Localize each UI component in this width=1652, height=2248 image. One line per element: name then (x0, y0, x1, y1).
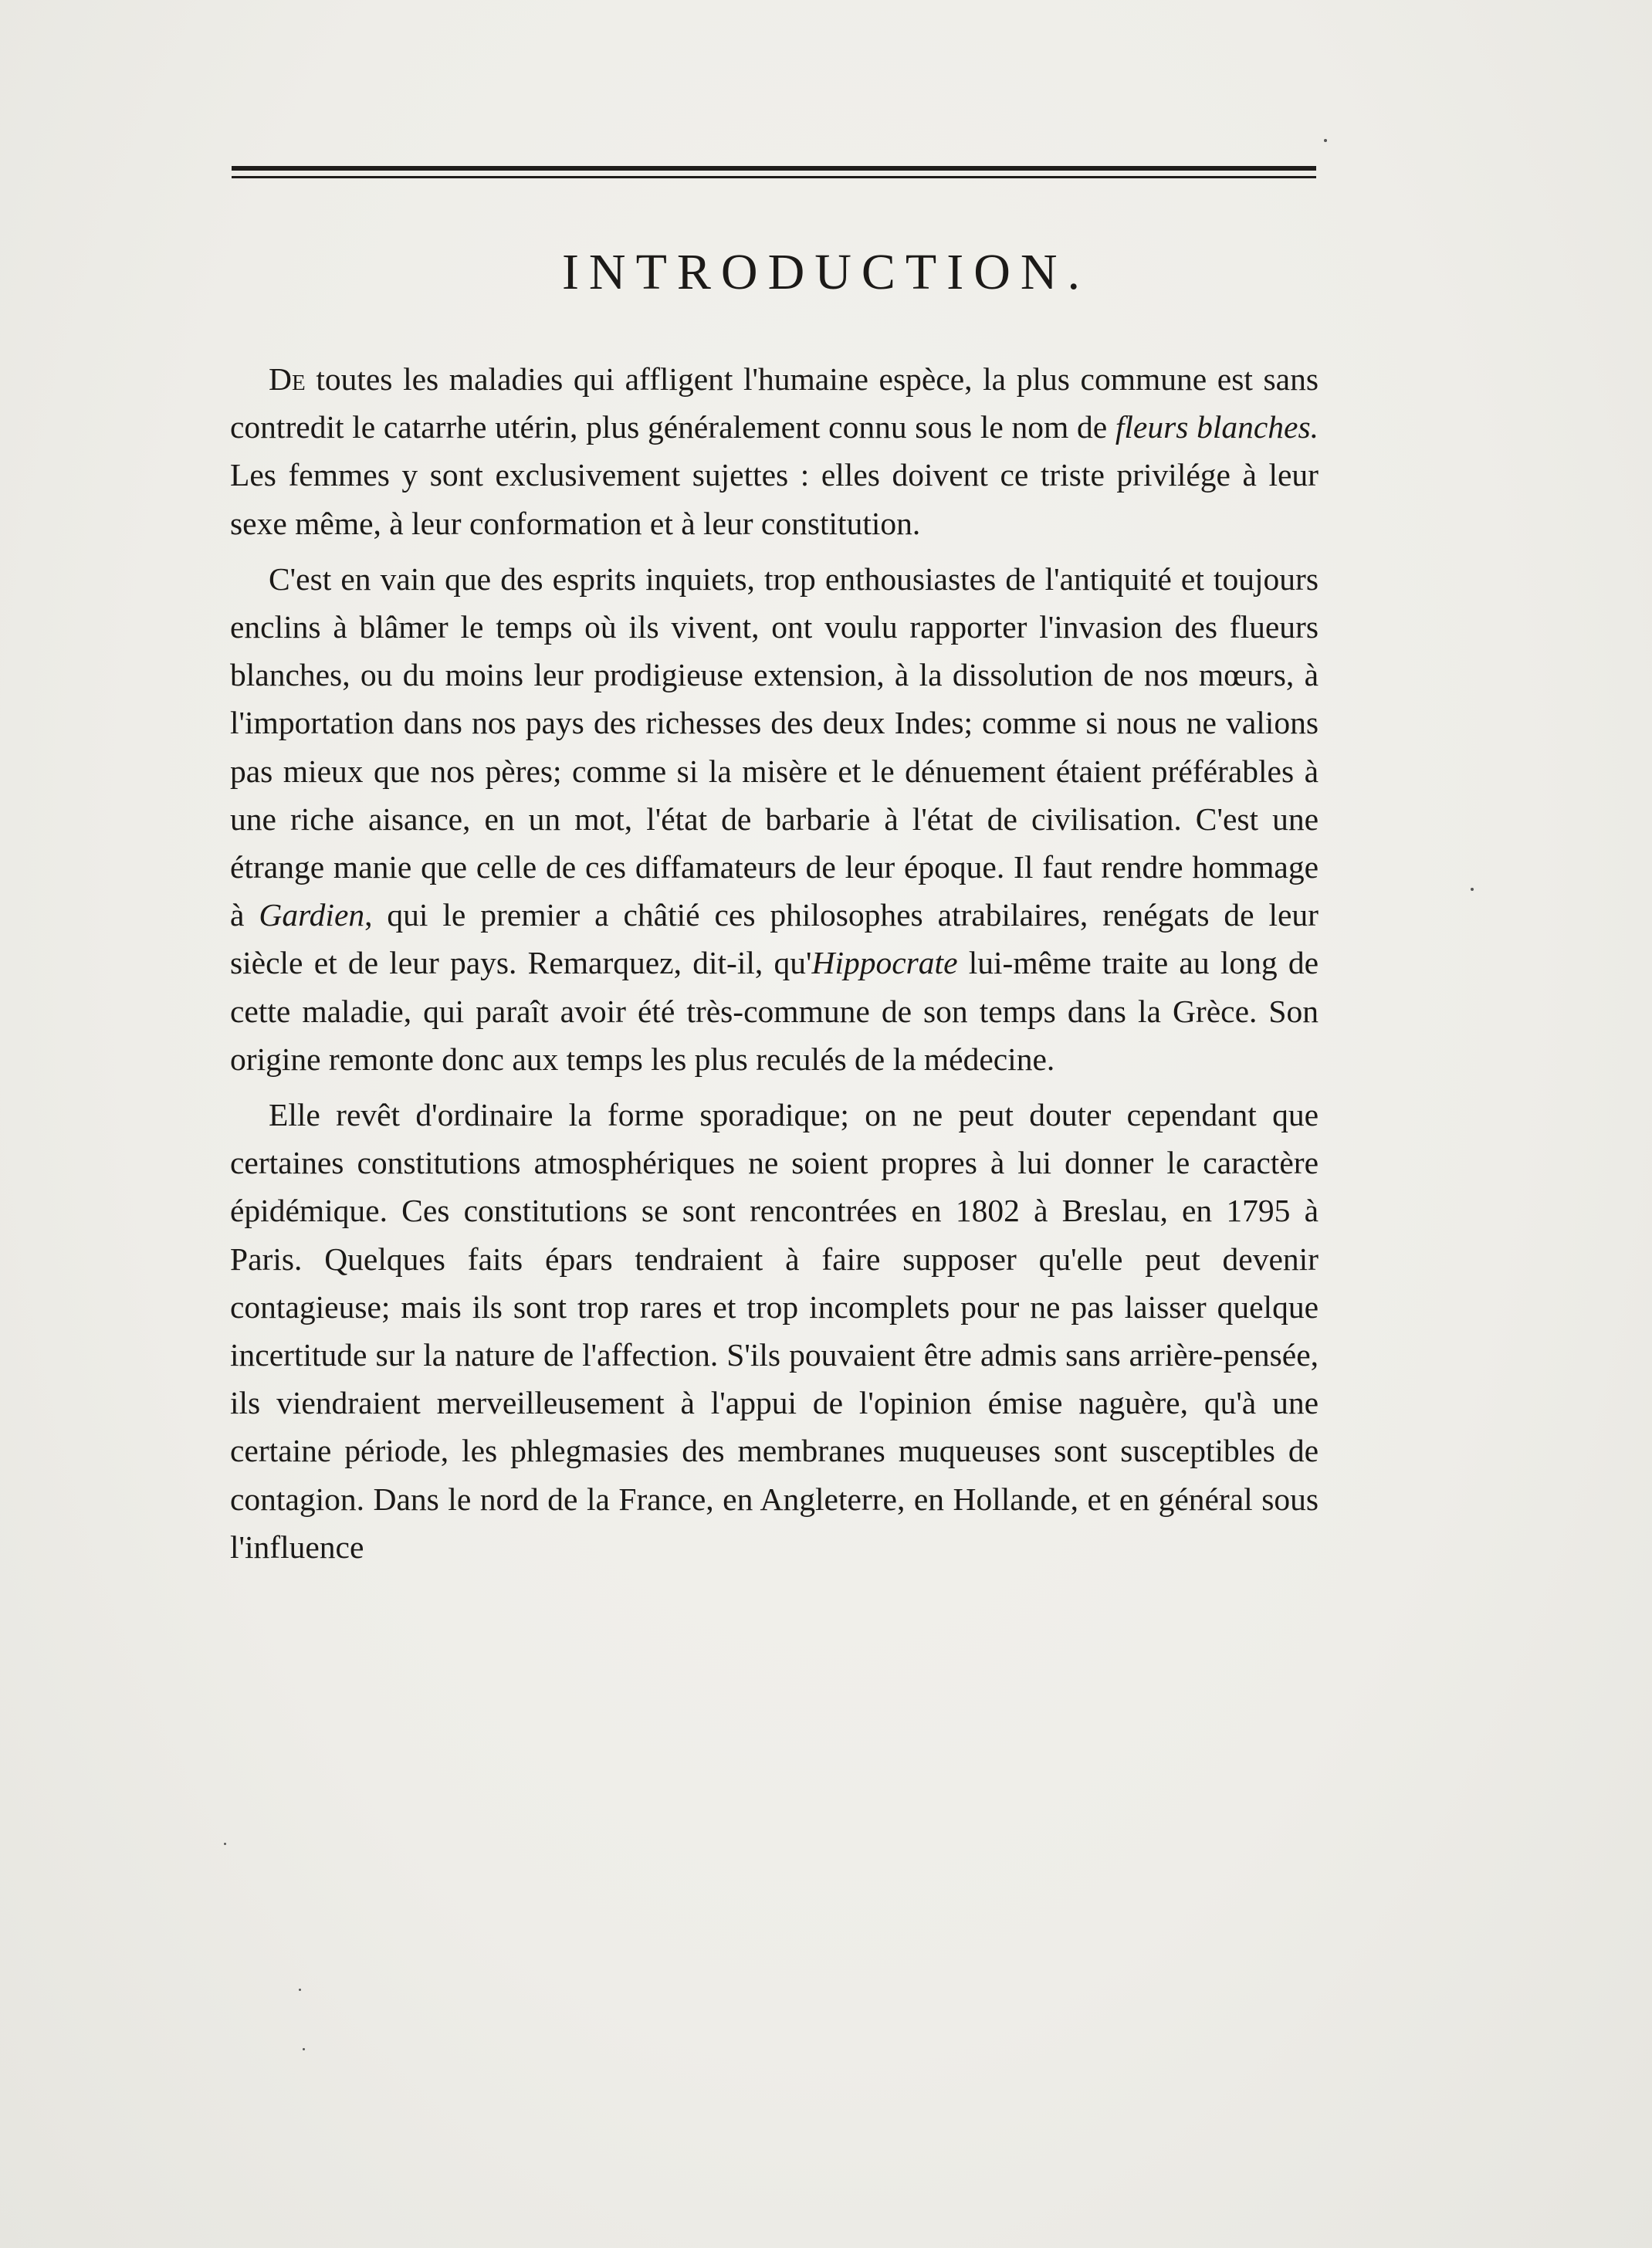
paragraph-2-text-c: lui-même traite au long de cette maladie, qui paraît avoir été très-commune de son temps dans la Grèce. Son origine remonte donc aux temps les plus reculés de la médecine. (230, 945, 1319, 1077)
paragraph-1-italic-term: fleurs blanches. (1115, 409, 1319, 445)
speck (299, 1989, 301, 1991)
page-title: INTRODUCTION. (561, 244, 1091, 300)
header-rule-thin (232, 176, 1316, 178)
header-rule-thick (232, 166, 1316, 171)
paragraph-1 (230, 355, 1319, 547)
speck (224, 1843, 226, 1845)
paragraph-1-text-a: toutes les maladies qui affligent l'humaine espèce, la plus commune est sans contredit le catarrhe utérin, plus généralement connu sous le nom de (230, 361, 1319, 445)
speck (1324, 139, 1327, 142)
paragraph-2-name-gardien: Gardien (259, 897, 365, 933)
paragraph-3-text: Elle revêt d'ordinaire la forme sporadique; on ne peut douter cependant que certaines constitutions atmosphériques ne soient propres à lui donner le caractère épidémique. Ces constitutions se sont rencontrées en 1802 à Breslau, en 1795 à Paris. Quelques faits épars tendraient à faire supposer qu'elle peut devenir contagieuse; mais ils sont trop rares et trop incomplets pour ne pas laisser quelque incertitude sur la nature de l'affection. S'ils pouvaient être admis sans arrière-pensée, ils viendraient merveilleusement à l'appui de l'opinion émise naguère, qu'à une certaine période, les phlegmasies des membranes muqueuses sont susceptibles de contagion. Dans le nord de la France, en Angleterre, en Hollande, et en général sous l'influence (230, 1097, 1319, 1565)
paragraph-2-text-b: , qui le premier a châtié ces philosophes atrabilaires, renégats de leur siècle et de leur pays. Remarquez, dit-il, qu' (230, 897, 1319, 981)
paragraph-2-text-a: C'est en vain que des esprits inquiets, trop enthousiastes de l'antiquité et toujours enclins à blâmer le temps où ils vivent, ont voulu rapporter l'invasion des flueurs blanches, ou du moins leur prodigieuse extension, à la dissolution de nos mœurs, à l'importation dans nos pays des richesses des deux Indes; comme si nous ne valions pas mieux que nos pères; comme si la misère et le dénuement étaient préférables à une riche aisance, en un mot, l'état de barbarie à l'état de civilisation. C'est une étrange manie que celle de ces diffamateurs de leur époque. Il faut rendre hommage à (230, 560, 1319, 933)
paragraph-2-name-hippocrate: Hippocrate (811, 945, 958, 981)
paragraph-3 (230, 1091, 1319, 1571)
paragraph-1-initial: De (269, 361, 306, 397)
speck (303, 2048, 305, 2050)
speck (1471, 888, 1474, 891)
body-text (230, 355, 1319, 1579)
paragraph-1-text-b: Les femmes y sont exclusivement sujettes : elles doivent ce triste privilége à leur sexe même, à leur conformation et à leur constitution. (230, 457, 1319, 541)
paragraph-2 (230, 555, 1319, 1083)
